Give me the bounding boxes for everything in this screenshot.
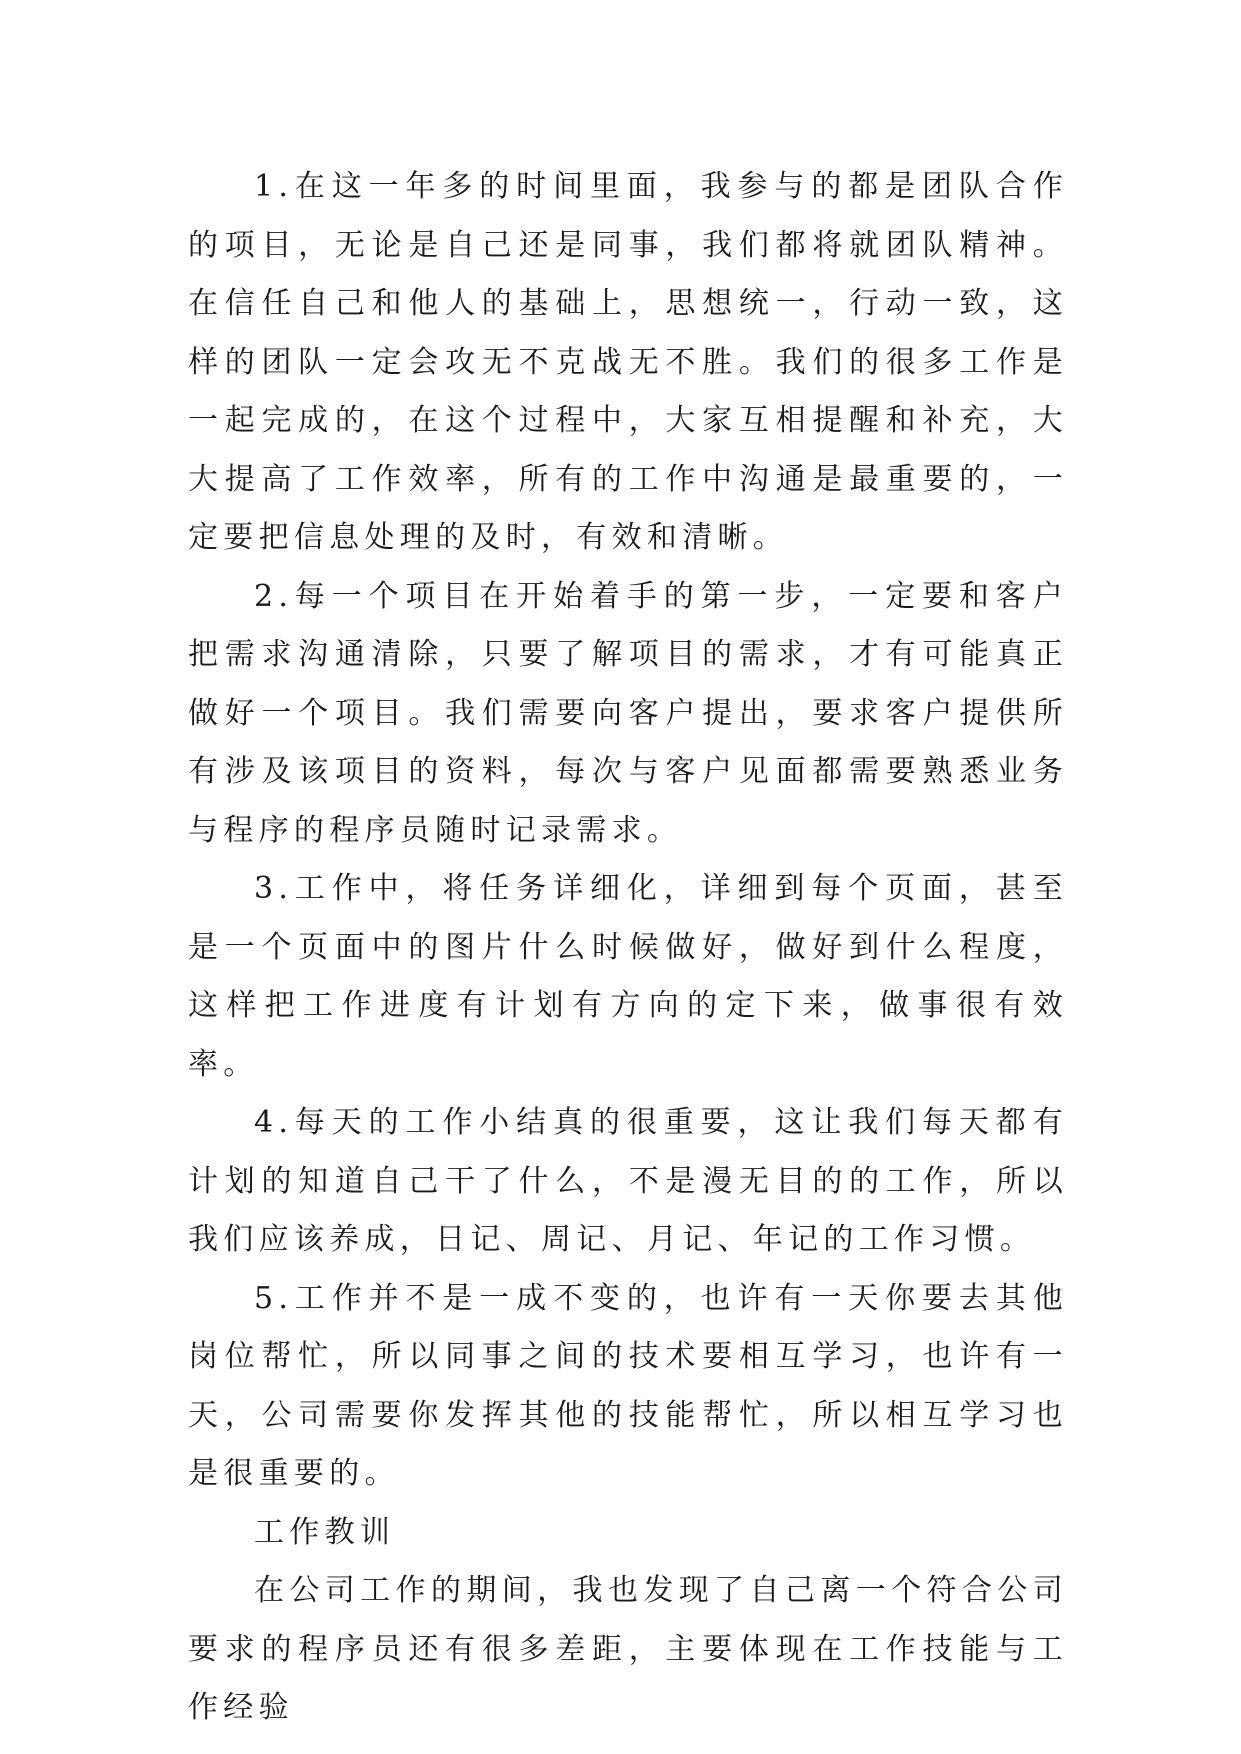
paragraph-1: 1.在这一年多的时间里面，我参与的都是团队合作的项目，无论是自己还是同事，我们都将就团队精神。在信任自己和他人的基础上，思想统一，行动一致，这样的团队一定会攻无不克战无不胜。我们的很多工作是一起完成的，在这个过程中，大家互相提醒和补充，大大提高了工作效率，所有的工作中沟通是最重要的，一定要把信息处理的及时，有效和清晰。 xyxy=(188,169,1068,555)
paragraph-3: 3.工作中，将任务详细化，详细到每个页面，甚至是一个页面中的图片什么时候做好，做好到什么程度，这样把工作进度有计划有方向的定下来，做事很有效率。 xyxy=(188,871,1068,1082)
paragraph-2: 2.每一个项目在开始着手的第一步，一定要和客户把需求沟通清除，只要了解项目的需求，才有可能真正做好一个项目。我们需要向客户提出，要求客户提供所有涉及该项目的资料，每次与客户见面都需要熟悉业务与程序的程序员随时记录需求。 xyxy=(188,578,1068,848)
paragraph-4: 4.每天的工作小结真的很重要，这让我们每天都有计划的知道自己干了什么，不是漫无目的的工作，所以我们应该养成，日记、周记、月记、年记的工作习惯。 xyxy=(188,1105,1068,1257)
section-heading: 工作教训 xyxy=(254,1514,396,1550)
document-page xyxy=(188,158,1068,1738)
paragraph-5: 5.工作并不是一成不变的，也许有一天你要去其他岗位帮忙，所以同事之间的技术要相互学习，也许有一天，公司需要你发挥其他的技能帮忙，所以相互学习也是很重要的。 xyxy=(188,1280,1068,1491)
closing-paragraph: 在公司工作的期间，我也发现了自己离一个符合公司要求的程序员还有很多差距，主要体现在工作技能与工作经验 xyxy=(188,1573,1068,1725)
